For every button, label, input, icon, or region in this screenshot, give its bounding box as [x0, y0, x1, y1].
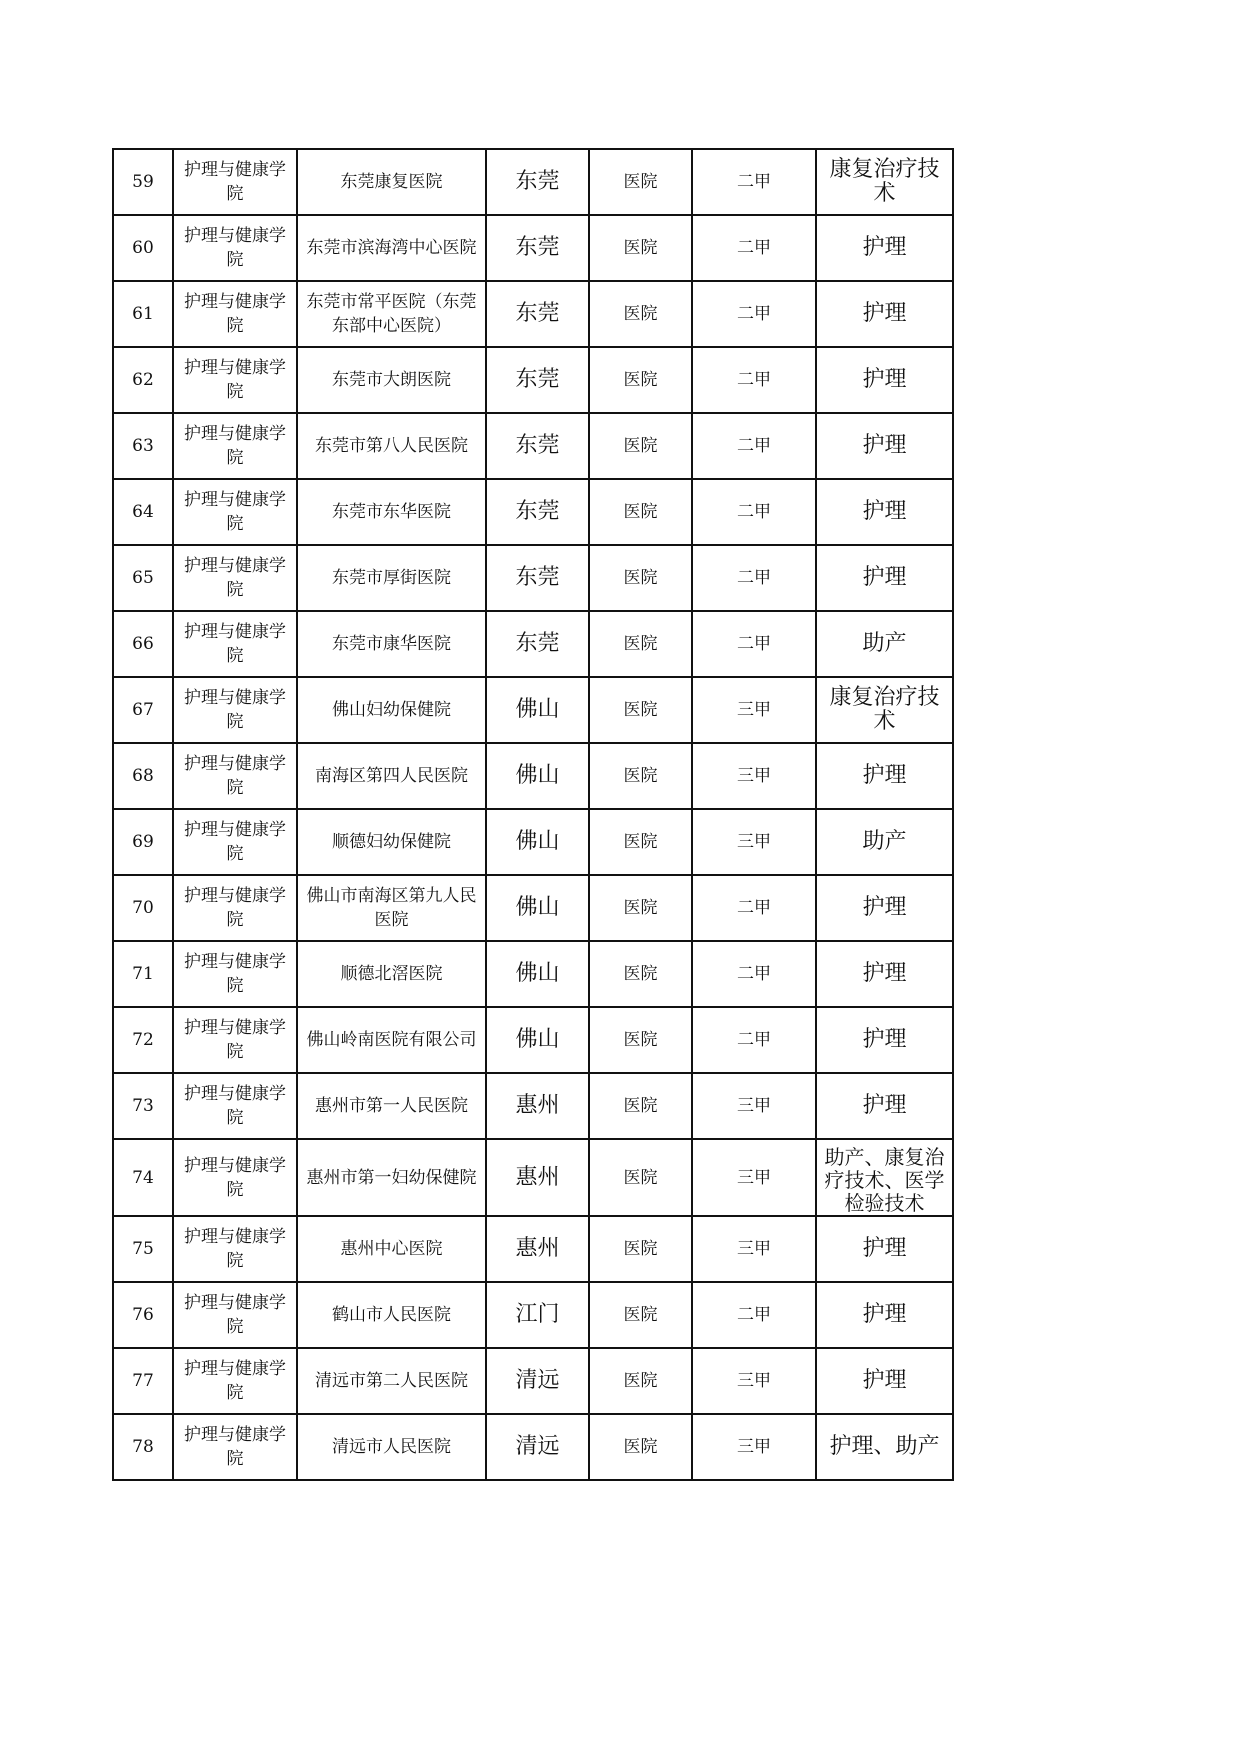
city-cell: 佛山	[486, 677, 589, 743]
level-cell: 二甲	[692, 413, 816, 479]
college-cell: 护理与健康学院	[173, 149, 297, 215]
college-cell: 护理与健康学院	[173, 1073, 297, 1139]
table-row	[113, 941, 953, 1007]
city-cell: 江门	[486, 1282, 589, 1348]
major-cell: 护理	[816, 413, 953, 479]
hospital-name-cell: 佛山妇幼保健院	[297, 677, 486, 743]
city-cell: 清远	[486, 1414, 589, 1480]
city-cell: 清远	[486, 1348, 589, 1414]
college-cell: 护理与健康学院	[173, 479, 297, 545]
table-row	[113, 281, 953, 347]
type-cell: 医院	[589, 611, 692, 677]
type-cell: 医院	[589, 941, 692, 1007]
college-cell: 护理与健康学院	[173, 545, 297, 611]
city-cell: 东莞	[486, 479, 589, 545]
type-cell: 医院	[589, 215, 692, 281]
city-cell: 东莞	[486, 611, 589, 677]
hospital-name-cell: 佛山市南海区第九人民医院	[297, 875, 486, 941]
hospital-name-cell: 惠州市第一人民医院	[297, 1073, 486, 1139]
table-row	[113, 347, 953, 413]
college-cell: 护理与健康学院	[173, 1414, 297, 1480]
major-cell: 护理	[816, 479, 953, 545]
major-cell: 护理	[816, 347, 953, 413]
table-body	[113, 149, 953, 1480]
row-number: 63	[113, 413, 173, 479]
college-cell: 护理与健康学院	[173, 1139, 297, 1216]
level-cell: 二甲	[692, 1007, 816, 1073]
table-row	[113, 479, 953, 545]
row-number: 59	[113, 149, 173, 215]
table-row	[113, 215, 953, 281]
college-cell: 护理与健康学院	[173, 875, 297, 941]
major-cell: 助产	[816, 611, 953, 677]
hospital-name-cell: 东莞市常平医院（东莞东部中心医院）	[297, 281, 486, 347]
table-row	[113, 1073, 953, 1139]
table-row	[113, 545, 953, 611]
hospital-table	[112, 148, 954, 1481]
hospital-name-cell: 东莞市厚街医院	[297, 545, 486, 611]
type-cell: 医院	[589, 875, 692, 941]
row-number: 67	[113, 677, 173, 743]
level-cell: 二甲	[692, 347, 816, 413]
college-cell: 护理与健康学院	[173, 215, 297, 281]
major-cell: 护理	[816, 1348, 953, 1414]
college-cell: 护理与健康学院	[173, 281, 297, 347]
type-cell: 医院	[589, 1139, 692, 1216]
row-number: 64	[113, 479, 173, 545]
hospital-name-cell: 东莞市第八人民医院	[297, 413, 486, 479]
row-number: 75	[113, 1216, 173, 1282]
type-cell: 医院	[589, 1282, 692, 1348]
hospital-name-cell: 清远市人民医院	[297, 1414, 486, 1480]
college-cell: 护理与健康学院	[173, 413, 297, 479]
major-cell: 助产	[816, 809, 953, 875]
row-number: 61	[113, 281, 173, 347]
major-cell: 护理	[816, 1216, 953, 1282]
city-cell: 东莞	[486, 413, 589, 479]
table-row	[113, 809, 953, 875]
row-number: 68	[113, 743, 173, 809]
level-cell: 二甲	[692, 281, 816, 347]
major-cell: 护理	[816, 281, 953, 347]
table-row	[113, 149, 953, 215]
city-cell: 东莞	[486, 545, 589, 611]
type-cell: 医院	[589, 743, 692, 809]
college-cell: 护理与健康学院	[173, 1216, 297, 1282]
level-cell: 二甲	[692, 1282, 816, 1348]
level-cell: 三甲	[692, 809, 816, 875]
city-cell: 佛山	[486, 875, 589, 941]
type-cell: 医院	[589, 479, 692, 545]
level-cell: 二甲	[692, 941, 816, 1007]
row-number: 78	[113, 1414, 173, 1480]
major-cell: 护理	[816, 875, 953, 941]
row-number: 74	[113, 1139, 173, 1216]
type-cell: 医院	[589, 347, 692, 413]
type-cell: 医院	[589, 1414, 692, 1480]
type-cell: 医院	[589, 545, 692, 611]
city-cell: 东莞	[486, 149, 589, 215]
level-cell: 三甲	[692, 1348, 816, 1414]
major-cell: 康复治疗技术	[816, 149, 953, 215]
city-cell: 东莞	[486, 215, 589, 281]
level-cell: 三甲	[692, 1073, 816, 1139]
hospital-name-cell: 南海区第四人民医院	[297, 743, 486, 809]
city-cell: 惠州	[486, 1139, 589, 1216]
hospital-name-cell: 东莞市大朗医院	[297, 347, 486, 413]
type-cell: 医院	[589, 1073, 692, 1139]
hospital-name-cell: 顺德妇幼保健院	[297, 809, 486, 875]
hospital-name-cell: 惠州中心医院	[297, 1216, 486, 1282]
row-number: 65	[113, 545, 173, 611]
row-number: 73	[113, 1073, 173, 1139]
table-row	[113, 1414, 953, 1480]
city-cell: 佛山	[486, 809, 589, 875]
city-cell: 惠州	[486, 1216, 589, 1282]
level-cell: 二甲	[692, 545, 816, 611]
college-cell: 护理与健康学院	[173, 743, 297, 809]
level-cell: 二甲	[692, 479, 816, 545]
major-cell: 护理	[816, 941, 953, 1007]
hospital-name-cell: 清远市第二人民医院	[297, 1348, 486, 1414]
table-row	[113, 611, 953, 677]
type-cell: 医院	[589, 149, 692, 215]
city-cell: 佛山	[486, 743, 589, 809]
level-cell: 三甲	[692, 1216, 816, 1282]
hospital-name-cell: 东莞市滨海湾中心医院	[297, 215, 486, 281]
college-cell: 护理与健康学院	[173, 1348, 297, 1414]
city-cell: 佛山	[486, 1007, 589, 1073]
level-cell: 二甲	[692, 149, 816, 215]
major-cell: 护理	[816, 545, 953, 611]
major-cell: 护理	[816, 1282, 953, 1348]
table-row	[113, 1216, 953, 1282]
type-cell: 医院	[589, 1348, 692, 1414]
hospital-name-cell: 惠州市第一妇幼保健院	[297, 1139, 486, 1216]
city-cell: 惠州	[486, 1073, 589, 1139]
table-row	[113, 677, 953, 743]
level-cell: 三甲	[692, 677, 816, 743]
hospital-name-cell: 鹤山市人民医院	[297, 1282, 486, 1348]
type-cell: 医院	[589, 413, 692, 479]
table-row	[113, 413, 953, 479]
level-cell: 二甲	[692, 215, 816, 281]
hospital-name-cell: 顺德北滘医院	[297, 941, 486, 1007]
row-number: 77	[113, 1348, 173, 1414]
row-number: 66	[113, 611, 173, 677]
college-cell: 护理与健康学院	[173, 1282, 297, 1348]
major-cell: 助产、康复治疗技术、医学检验技术	[816, 1139, 953, 1216]
table-row	[113, 1282, 953, 1348]
row-number: 72	[113, 1007, 173, 1073]
level-cell: 三甲	[692, 743, 816, 809]
row-number: 60	[113, 215, 173, 281]
major-cell: 护理	[816, 215, 953, 281]
major-cell: 护理	[816, 1007, 953, 1073]
type-cell: 医院	[589, 809, 692, 875]
row-number: 76	[113, 1282, 173, 1348]
hospital-name-cell: 东莞市康华医院	[297, 611, 486, 677]
type-cell: 医院	[589, 1007, 692, 1073]
college-cell: 护理与健康学院	[173, 347, 297, 413]
hospital-name-cell: 东莞康复医院	[297, 149, 486, 215]
row-number: 70	[113, 875, 173, 941]
city-cell: 佛山	[486, 941, 589, 1007]
table-row	[113, 1348, 953, 1414]
type-cell: 医院	[589, 281, 692, 347]
table-row	[113, 1007, 953, 1073]
college-cell: 护理与健康学院	[173, 611, 297, 677]
college-cell: 护理与健康学院	[173, 1007, 297, 1073]
college-cell: 护理与健康学院	[173, 809, 297, 875]
level-cell: 三甲	[692, 1414, 816, 1480]
table-row	[113, 875, 953, 941]
major-cell: 康复治疗技术	[816, 677, 953, 743]
college-cell: 护理与健康学院	[173, 941, 297, 1007]
major-cell: 护理	[816, 743, 953, 809]
hospital-name-cell: 东莞市东华医院	[297, 479, 486, 545]
row-number: 71	[113, 941, 173, 1007]
hospital-name-cell: 佛山岭南医院有限公司	[297, 1007, 486, 1073]
table-row	[113, 1139, 953, 1216]
major-cell: 护理、助产	[816, 1414, 953, 1480]
college-cell: 护理与健康学院	[173, 677, 297, 743]
city-cell: 东莞	[486, 281, 589, 347]
level-cell: 二甲	[692, 611, 816, 677]
row-number: 62	[113, 347, 173, 413]
row-number: 69	[113, 809, 173, 875]
level-cell: 三甲	[692, 1139, 816, 1216]
city-cell: 东莞	[486, 347, 589, 413]
type-cell: 医院	[589, 1216, 692, 1282]
type-cell: 医院	[589, 677, 692, 743]
table-row	[113, 743, 953, 809]
major-cell: 护理	[816, 1073, 953, 1139]
level-cell: 二甲	[692, 875, 816, 941]
